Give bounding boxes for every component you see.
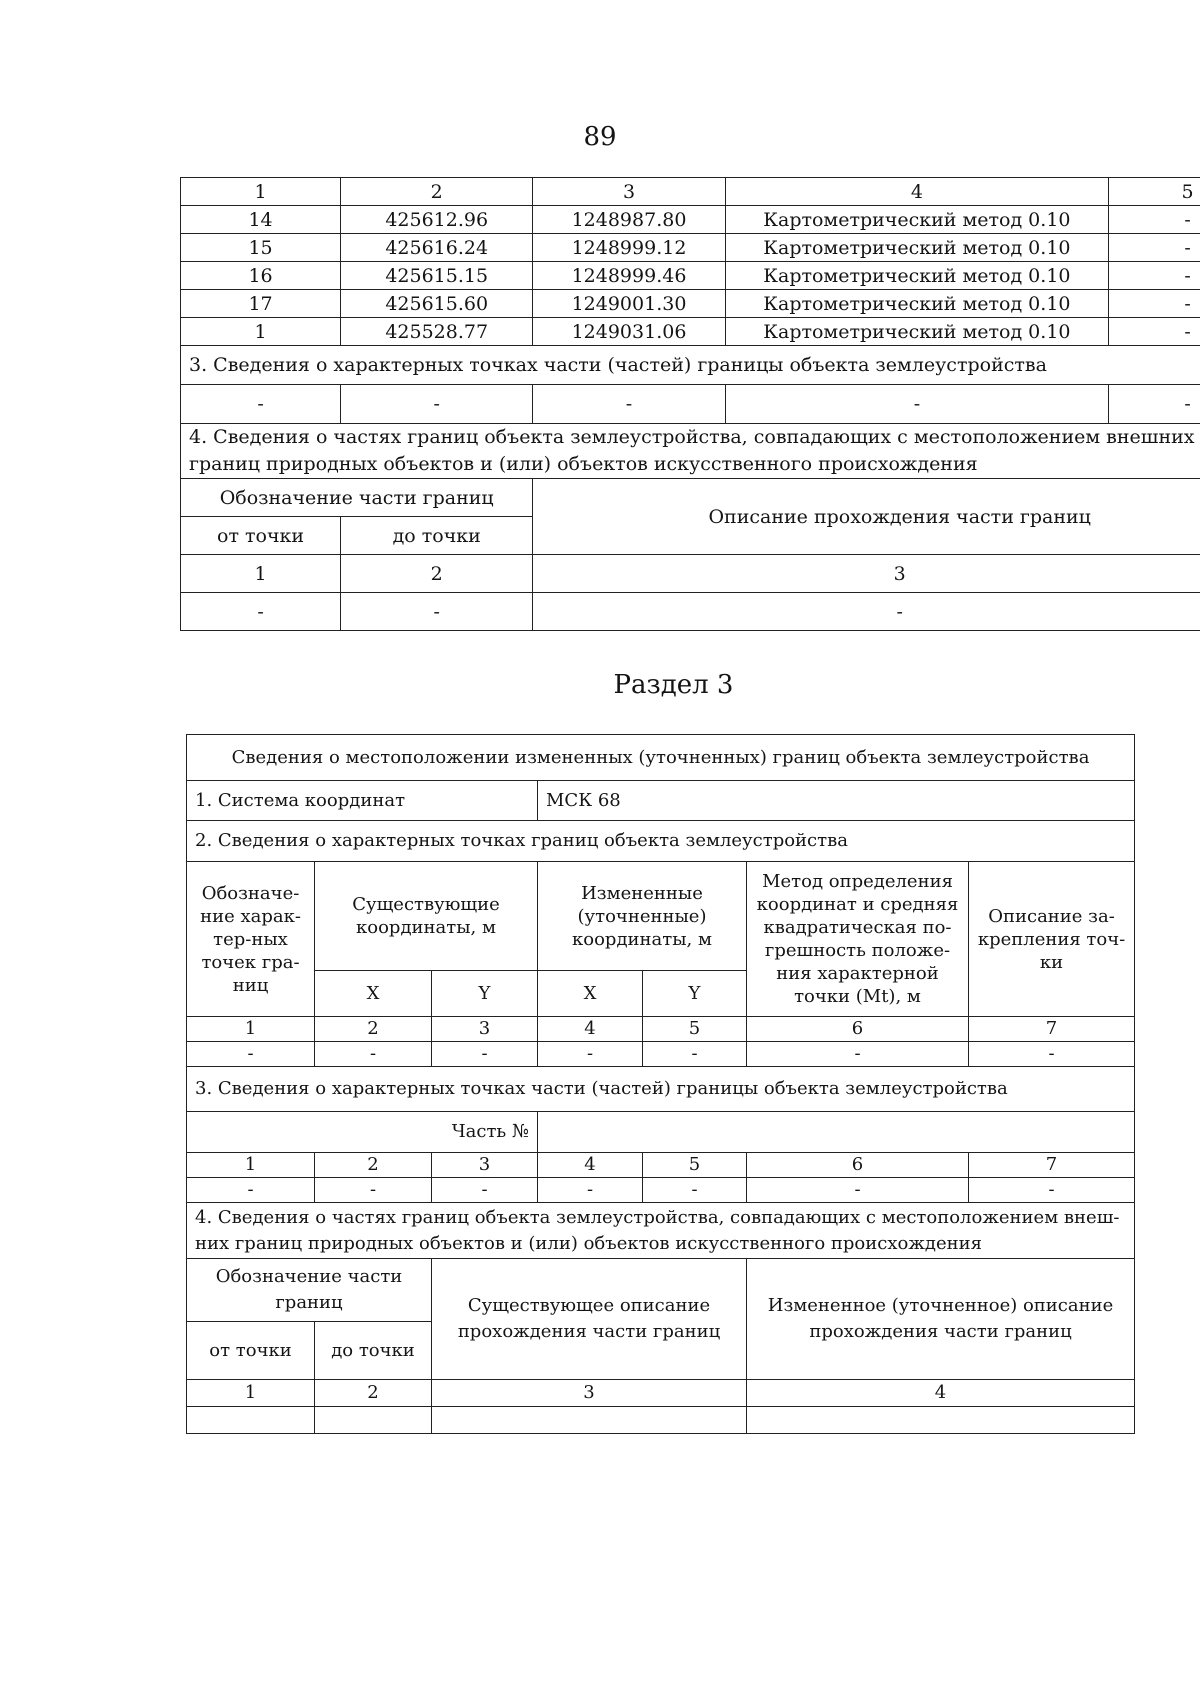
dash-cell: - bbox=[643, 1178, 747, 1203]
number-cell: 3 bbox=[432, 1153, 538, 1178]
dash-cell: - bbox=[969, 1178, 1135, 1203]
x-coordinate-cell: 425612.96 bbox=[341, 206, 533, 234]
number-cell: 1 bbox=[181, 555, 341, 593]
y-coordinate-cell: 1249001.30 bbox=[533, 290, 725, 318]
numbers-row bbox=[187, 1153, 1135, 1178]
table-title-row bbox=[187, 735, 1135, 781]
boundary-points-table-continued bbox=[180, 177, 1200, 631]
section-4-data-row bbox=[181, 593, 1200, 631]
number-cell: 7 bbox=[969, 1153, 1135, 1178]
dash-cell: - bbox=[181, 593, 341, 631]
coord-system-label: 1. Система координат bbox=[187, 781, 538, 821]
number-cell: 6 bbox=[747, 1153, 969, 1178]
x-header: X bbox=[315, 971, 432, 1017]
x-coordinate-cell: 425615.60 bbox=[341, 290, 533, 318]
header-cell: 5 bbox=[1109, 178, 1200, 206]
header-cell: 4 bbox=[725, 178, 1108, 206]
designation-header: Обозначение части границ bbox=[187, 1259, 432, 1322]
section-4-title: 4. Сведения о частях границ объекта землеустройства, совпадающих с местоположением внешних границ природных объектов и (или) объектов искусственного происхождения bbox=[181, 424, 1200, 479]
dash-cell: - bbox=[315, 1042, 432, 1067]
part-number-value bbox=[538, 1112, 1135, 1153]
changed-boundaries-table bbox=[186, 734, 1135, 1434]
table-row bbox=[181, 318, 1200, 346]
from-point-header: от точки bbox=[181, 517, 341, 555]
x-coordinate-cell: 425616.24 bbox=[341, 234, 533, 262]
number-cell: 7 bbox=[969, 1017, 1135, 1042]
x-coordinate-cell: 425615.15 bbox=[341, 262, 533, 290]
dash-cell: - bbox=[432, 1178, 538, 1203]
section-4-title: 4. Сведения о частях границ объекта землеустройства, совпадающих с местоположением внеш-них границ природных объектов и (или) объектов искусственного происхождения bbox=[187, 1203, 1135, 1259]
section-2-row bbox=[187, 821, 1135, 862]
number-cell: 1 bbox=[187, 1153, 315, 1178]
part-number-label: Часть № bbox=[187, 1112, 538, 1153]
table-row bbox=[181, 262, 1200, 290]
dash-cell: - bbox=[969, 1042, 1135, 1067]
point-id-cell: 16 bbox=[181, 262, 341, 290]
method-cell: Картометрический метод 0.10 bbox=[725, 290, 1108, 318]
header-cell: 3 bbox=[533, 178, 725, 206]
number-cell: 4 bbox=[747, 1380, 1135, 1407]
point-id-cell: 14 bbox=[181, 206, 341, 234]
number-cell: 4 bbox=[538, 1153, 643, 1178]
section-4-empty-row bbox=[187, 1407, 1135, 1434]
dash-cell: - bbox=[187, 1178, 315, 1203]
method-cell: Картометрический метод 0.10 bbox=[725, 262, 1108, 290]
method-cell: Картометрический метод 0.10 bbox=[725, 318, 1108, 346]
section-4-row bbox=[181, 424, 1200, 479]
dash-cell: - bbox=[315, 1178, 432, 1203]
dash-cell: - bbox=[181, 385, 341, 424]
table-row bbox=[181, 206, 1200, 234]
dash-row bbox=[187, 1178, 1135, 1203]
number-cell: 4 bbox=[538, 1017, 643, 1042]
numbers-row bbox=[187, 1017, 1135, 1042]
dash-cell: - bbox=[533, 593, 1200, 631]
page-number: 89 bbox=[583, 122, 617, 152]
table-row bbox=[181, 290, 1200, 318]
dash-cell: - bbox=[747, 1042, 969, 1067]
empty-cell bbox=[432, 1407, 747, 1434]
dash-cell: - bbox=[432, 1042, 538, 1067]
number-cell: 5 bbox=[643, 1153, 747, 1178]
table-row bbox=[181, 234, 1200, 262]
table-header-row bbox=[181, 178, 1200, 206]
y-header: Y bbox=[432, 971, 538, 1017]
number-cell: 3 bbox=[533, 555, 1200, 593]
dash-cell: - bbox=[341, 593, 533, 631]
fixing-cell: - bbox=[1109, 290, 1200, 318]
number-cell: 2 bbox=[341, 555, 533, 593]
designation-header: Обозначе-ние харак-тер-ных точек гра-ниц bbox=[187, 862, 315, 1017]
to-point-header: до точки bbox=[315, 1322, 432, 1380]
number-cell: 1 bbox=[187, 1380, 315, 1407]
point-id-cell: 17 bbox=[181, 290, 341, 318]
section-3-row bbox=[181, 346, 1200, 385]
section-4-header-row bbox=[181, 479, 1200, 517]
section-3-data-row bbox=[181, 385, 1200, 424]
dash-cell: - bbox=[187, 1042, 315, 1067]
number-cell: 1 bbox=[187, 1017, 315, 1042]
from-point-header: от точки bbox=[187, 1322, 315, 1380]
header-cell: 2 bbox=[341, 178, 533, 206]
header-cell: 1 bbox=[181, 178, 341, 206]
y-coordinate-cell: 1248999.46 bbox=[533, 262, 725, 290]
x-coordinate-cell: 425528.77 bbox=[341, 318, 533, 346]
points-header-row bbox=[187, 862, 1135, 971]
dash-cell: - bbox=[538, 1178, 643, 1203]
section-4-numbers-row bbox=[187, 1380, 1135, 1407]
dash-cell: - bbox=[747, 1178, 969, 1203]
number-cell: 3 bbox=[432, 1017, 538, 1042]
point-id-cell: 1 bbox=[181, 318, 341, 346]
section-4-row bbox=[187, 1203, 1135, 1259]
number-cell: 2 bbox=[315, 1380, 432, 1407]
y-coordinate-cell: 1248999.12 bbox=[533, 234, 725, 262]
method-header: Метод определения координат и средняя квадратическая по-грешность положе-ния характерной точки (Mt), м bbox=[747, 862, 969, 1017]
fixing-header: Описание за-крепления точ-ки bbox=[969, 862, 1135, 1017]
dash-row bbox=[187, 1042, 1135, 1067]
coord-system-value: МСК 68 bbox=[538, 781, 1135, 821]
number-cell: 2 bbox=[315, 1017, 432, 1042]
changed-coords-header: Измененные (уточненные) координаты, м bbox=[538, 862, 747, 971]
x-header: X bbox=[538, 971, 643, 1017]
empty-cell bbox=[747, 1407, 1135, 1434]
dash-cell: - bbox=[341, 385, 533, 424]
description-header: Описание прохождения части границ bbox=[533, 479, 1200, 555]
fixing-cell: - bbox=[1109, 262, 1200, 290]
dash-cell: - bbox=[538, 1042, 643, 1067]
fixing-cell: - bbox=[1109, 318, 1200, 346]
dash-cell: - bbox=[725, 385, 1108, 424]
to-point-header: до точки bbox=[341, 517, 533, 555]
number-cell: 5 bbox=[643, 1017, 747, 1042]
fixing-cell: - bbox=[1109, 234, 1200, 262]
section-4-header-row bbox=[187, 1259, 1135, 1322]
dash-cell: - bbox=[643, 1042, 747, 1067]
section-3-row bbox=[187, 1067, 1135, 1112]
existing-description-header: Существующее описание прохождения части границ bbox=[432, 1259, 747, 1380]
part-number-row bbox=[187, 1112, 1135, 1153]
coord-system-row bbox=[187, 781, 1135, 821]
section-2-title: 2. Сведения о характерных точках границ объекта землеустройства bbox=[187, 821, 1135, 862]
empty-cell bbox=[187, 1407, 315, 1434]
existing-coords-header: Существующие координаты, м bbox=[315, 862, 538, 971]
number-cell: 6 bbox=[747, 1017, 969, 1042]
table-title: Сведения о местоположении измененных (уточненных) границ объекта землеустройства bbox=[187, 735, 1135, 781]
point-id-cell: 15 bbox=[181, 234, 341, 262]
method-cell: Картометрический метод 0.10 bbox=[725, 206, 1108, 234]
section-4-numbers-row bbox=[181, 555, 1200, 593]
changed-description-header: Измененное (уточненное) описание прохождения части границ bbox=[747, 1259, 1135, 1380]
empty-cell bbox=[315, 1407, 432, 1434]
section-3-title: 3. Сведения о характерных точках части (частей) границы объекта землеустройства bbox=[181, 346, 1200, 385]
y-coordinate-cell: 1249031.06 bbox=[533, 318, 725, 346]
number-cell: 2 bbox=[315, 1153, 432, 1178]
y-header: Y bbox=[643, 971, 747, 1017]
section-3-title: 3. Сведения о характерных точках части (частей) границы объекта землеустройства bbox=[187, 1067, 1135, 1112]
section-heading: Раздел 3 bbox=[613, 670, 734, 700]
method-cell: Картометрический метод 0.10 bbox=[725, 234, 1108, 262]
y-coordinate-cell: 1248987.80 bbox=[533, 206, 725, 234]
dash-cell: - bbox=[1109, 385, 1200, 424]
designation-header: Обозначение части границ bbox=[181, 479, 533, 517]
number-cell: 3 bbox=[432, 1380, 747, 1407]
dash-cell: - bbox=[533, 385, 725, 424]
fixing-cell: - bbox=[1109, 206, 1200, 234]
